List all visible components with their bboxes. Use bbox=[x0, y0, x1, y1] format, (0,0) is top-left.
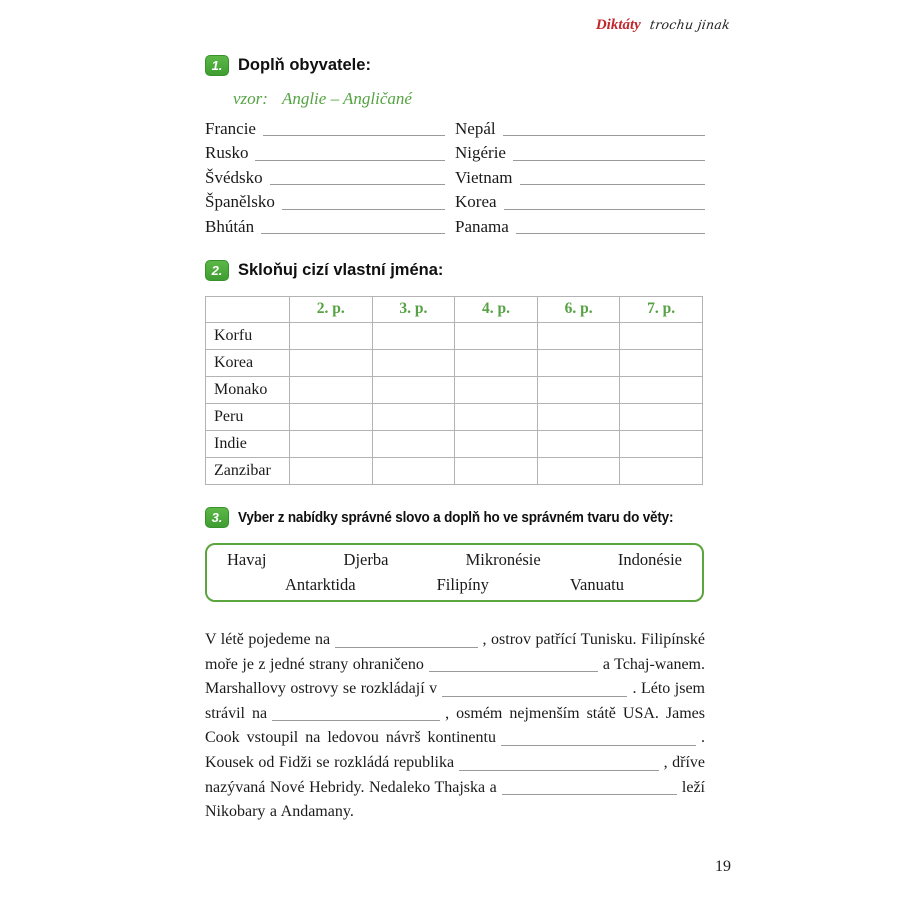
declension-cell[interactable] bbox=[455, 322, 538, 349]
fill-in-line[interactable] bbox=[255, 160, 445, 161]
declension-cell[interactable] bbox=[372, 376, 455, 403]
paragraph-line bbox=[205, 751, 705, 776]
fill-in-line[interactable] bbox=[516, 233, 705, 234]
fill-in-line[interactable] bbox=[513, 160, 705, 161]
country-row bbox=[455, 215, 705, 239]
paragraph-line bbox=[205, 776, 705, 801]
exercise1-heading bbox=[205, 55, 705, 76]
country-row bbox=[205, 190, 445, 214]
line-text: . bbox=[701, 729, 705, 747]
line-text: leží bbox=[681, 778, 705, 796]
country-row bbox=[455, 117, 705, 141]
declension-cell[interactable] bbox=[455, 457, 538, 484]
exercise3-number-badge: 3. bbox=[205, 507, 229, 528]
declension-cell[interactable] bbox=[620, 322, 703, 349]
row-label: Korfu bbox=[206, 322, 290, 349]
declension-cell[interactable] bbox=[620, 376, 703, 403]
exercise1-example bbox=[233, 89, 705, 109]
declension-cell[interactable] bbox=[537, 322, 620, 349]
row-label: Zanzibar bbox=[206, 457, 290, 484]
declension-cell[interactable] bbox=[620, 430, 703, 457]
fill-in-blank[interactable] bbox=[272, 720, 440, 721]
example-text: Anglie – Angličané bbox=[281, 89, 412, 108]
declension-cell[interactable] bbox=[290, 322, 373, 349]
declension-cell[interactable] bbox=[290, 457, 373, 484]
country-label: Bhútán bbox=[205, 216, 255, 236]
declension-cell[interactable] bbox=[455, 376, 538, 403]
country-label: Nepál bbox=[455, 118, 496, 138]
fill-in-line[interactable] bbox=[504, 209, 705, 210]
declension-cell[interactable] bbox=[290, 430, 373, 457]
fill-in-line[interactable] bbox=[503, 135, 705, 136]
table-header-cell: 7. p. bbox=[620, 296, 703, 322]
paragraph-line bbox=[205, 702, 705, 727]
fill-in-blank[interactable] bbox=[459, 770, 659, 771]
line-text: , ostrov patřící Tunisku. Filipínské bbox=[482, 630, 705, 648]
country-column-right bbox=[455, 117, 705, 239]
page-number: 19 bbox=[715, 858, 731, 875]
paragraph-line bbox=[205, 653, 705, 678]
exercise1-number-badge: 1. bbox=[205, 55, 229, 76]
country-row bbox=[205, 166, 445, 190]
country-label: Nigérie bbox=[455, 143, 506, 163]
row-label: Peru bbox=[206, 403, 290, 430]
exercise3-heading bbox=[205, 507, 705, 528]
exercise1-title: Doplň obyvatele: bbox=[238, 56, 371, 74]
row-label: Indie bbox=[206, 430, 290, 457]
declension-cell[interactable] bbox=[455, 349, 538, 376]
country-row bbox=[205, 141, 445, 165]
country-label: Švédsko bbox=[205, 167, 263, 187]
fill-in-line[interactable] bbox=[520, 184, 705, 185]
declension-cell[interactable] bbox=[537, 376, 620, 403]
exercise2-section bbox=[205, 260, 705, 485]
line-text: , dříve bbox=[663, 753, 705, 771]
word-bank-item: Filipíny bbox=[436, 574, 489, 594]
table-header-cell: 2. p. bbox=[290, 296, 373, 322]
declension-cell[interactable] bbox=[620, 349, 703, 376]
table-header-cell: 6. p. bbox=[537, 296, 620, 322]
fill-in-line[interactable] bbox=[261, 233, 445, 234]
line-text: a Tchaj-wanem. bbox=[602, 655, 705, 673]
table-header-cell: 4. p. bbox=[455, 296, 538, 322]
declension-cell[interactable] bbox=[620, 457, 703, 484]
exercise2-heading bbox=[205, 260, 705, 281]
fill-in-blank[interactable] bbox=[502, 794, 677, 795]
line-text: . Léto jsem bbox=[632, 680, 705, 698]
country-label: Korea bbox=[455, 192, 497, 212]
declension-cell[interactable] bbox=[372, 430, 455, 457]
country-row bbox=[455, 166, 705, 190]
paragraph-line bbox=[205, 628, 705, 653]
word-bank-item: Havaj bbox=[227, 549, 267, 569]
country-row bbox=[455, 141, 705, 165]
word-bank-item: Antarktida bbox=[285, 574, 356, 594]
fill-in-line[interactable] bbox=[282, 209, 445, 210]
table-row bbox=[206, 430, 703, 457]
line-text: Nikobary a Andamany. bbox=[205, 803, 354, 821]
fill-in-blank[interactable] bbox=[442, 696, 627, 697]
word-bank-row bbox=[207, 575, 702, 595]
country-label: Rusko bbox=[205, 143, 249, 163]
line-text: Kousek od Fidži se rozkládá republika bbox=[205, 753, 455, 771]
declension-cell[interactable] bbox=[290, 349, 373, 376]
book-title-part1: Diktáty bbox=[595, 17, 641, 33]
table-row bbox=[206, 349, 703, 376]
example-label: vzor: bbox=[233, 89, 268, 108]
table-row bbox=[206, 403, 703, 430]
word-bank-box bbox=[205, 543, 704, 602]
country-label: Francie bbox=[205, 118, 256, 138]
word-bank-row bbox=[207, 550, 702, 570]
country-label: Španělsko bbox=[205, 192, 275, 212]
line-text: Cook vstoupil na ledovou návrš kontinentu bbox=[205, 729, 496, 747]
exercise1-country-lists bbox=[205, 117, 705, 239]
fill-in-blank[interactable] bbox=[429, 671, 598, 672]
country-label: Panama bbox=[455, 216, 509, 236]
declension-cell[interactable] bbox=[537, 349, 620, 376]
table-header-cell: 3. p. bbox=[372, 296, 455, 322]
exercise2-title: Skloňuj cizí vlastní jména: bbox=[238, 260, 444, 279]
table-row bbox=[206, 376, 703, 403]
declension-cell[interactable] bbox=[537, 457, 620, 484]
country-row bbox=[205, 117, 445, 141]
table-row bbox=[206, 457, 703, 484]
fill-in-line[interactable] bbox=[263, 135, 445, 136]
declension-cell[interactable] bbox=[620, 403, 703, 430]
country-column-left bbox=[205, 117, 445, 239]
declension-cell[interactable] bbox=[455, 403, 538, 430]
declension-table bbox=[205, 296, 703, 485]
row-label: Monako bbox=[206, 376, 290, 403]
line-text: V létě pojedeme na bbox=[205, 630, 331, 648]
table-header-cell bbox=[206, 296, 290, 322]
fill-in-paragraph bbox=[205, 628, 705, 825]
book-title-part2: trochu jinak bbox=[648, 17, 732, 32]
paragraph-line bbox=[205, 677, 705, 702]
line-text: strávil na bbox=[205, 704, 268, 722]
exercise2-number-badge: 2. bbox=[205, 260, 229, 281]
declension-cell[interactable] bbox=[372, 322, 455, 349]
declension-cell[interactable] bbox=[537, 403, 620, 430]
exercise3-title: Vyber z nabídky správné slovo a doplň ho ve správném tvaru do věty: bbox=[238, 508, 674, 526]
declension-cell[interactable] bbox=[290, 376, 373, 403]
fill-in-line[interactable] bbox=[270, 184, 445, 185]
table-header-row bbox=[206, 296, 703, 322]
declension-cell[interactable] bbox=[455, 430, 538, 457]
word-bank-item: Mikronésie bbox=[465, 549, 541, 569]
table-row bbox=[206, 322, 703, 349]
paragraph-line bbox=[205, 800, 705, 825]
country-row bbox=[205, 215, 445, 239]
fill-in-blank[interactable] bbox=[501, 745, 696, 746]
exercise3-section bbox=[205, 507, 705, 825]
page-content bbox=[205, 55, 705, 825]
line-text: , osmém nejmenším státě USA. James bbox=[445, 704, 705, 722]
country-row bbox=[455, 190, 705, 214]
word-bank-item: Indonésie bbox=[617, 549, 682, 569]
line-text: nazývaná Nové Hebridy. Nedaleko Thajska a bbox=[205, 778, 497, 796]
row-label: Korea bbox=[206, 349, 290, 376]
declension-cell[interactable] bbox=[537, 430, 620, 457]
running-header bbox=[596, 16, 730, 34]
declension-cell[interactable] bbox=[372, 457, 455, 484]
line-text: moře je z jedné strany ohraničeno bbox=[205, 655, 424, 673]
declension-cell[interactable] bbox=[372, 349, 455, 376]
country-label: Vietnam bbox=[455, 167, 513, 187]
line-text: Marshallovy ostrovy se rozkládají v bbox=[205, 680, 438, 698]
word-bank-item: Vanuatu bbox=[569, 574, 624, 594]
word-bank-item: Djerba bbox=[343, 549, 389, 569]
declension-cell[interactable] bbox=[372, 403, 455, 430]
declension-cell[interactable] bbox=[290, 403, 373, 430]
paragraph-line bbox=[205, 726, 705, 751]
fill-in-blank[interactable] bbox=[335, 647, 477, 648]
